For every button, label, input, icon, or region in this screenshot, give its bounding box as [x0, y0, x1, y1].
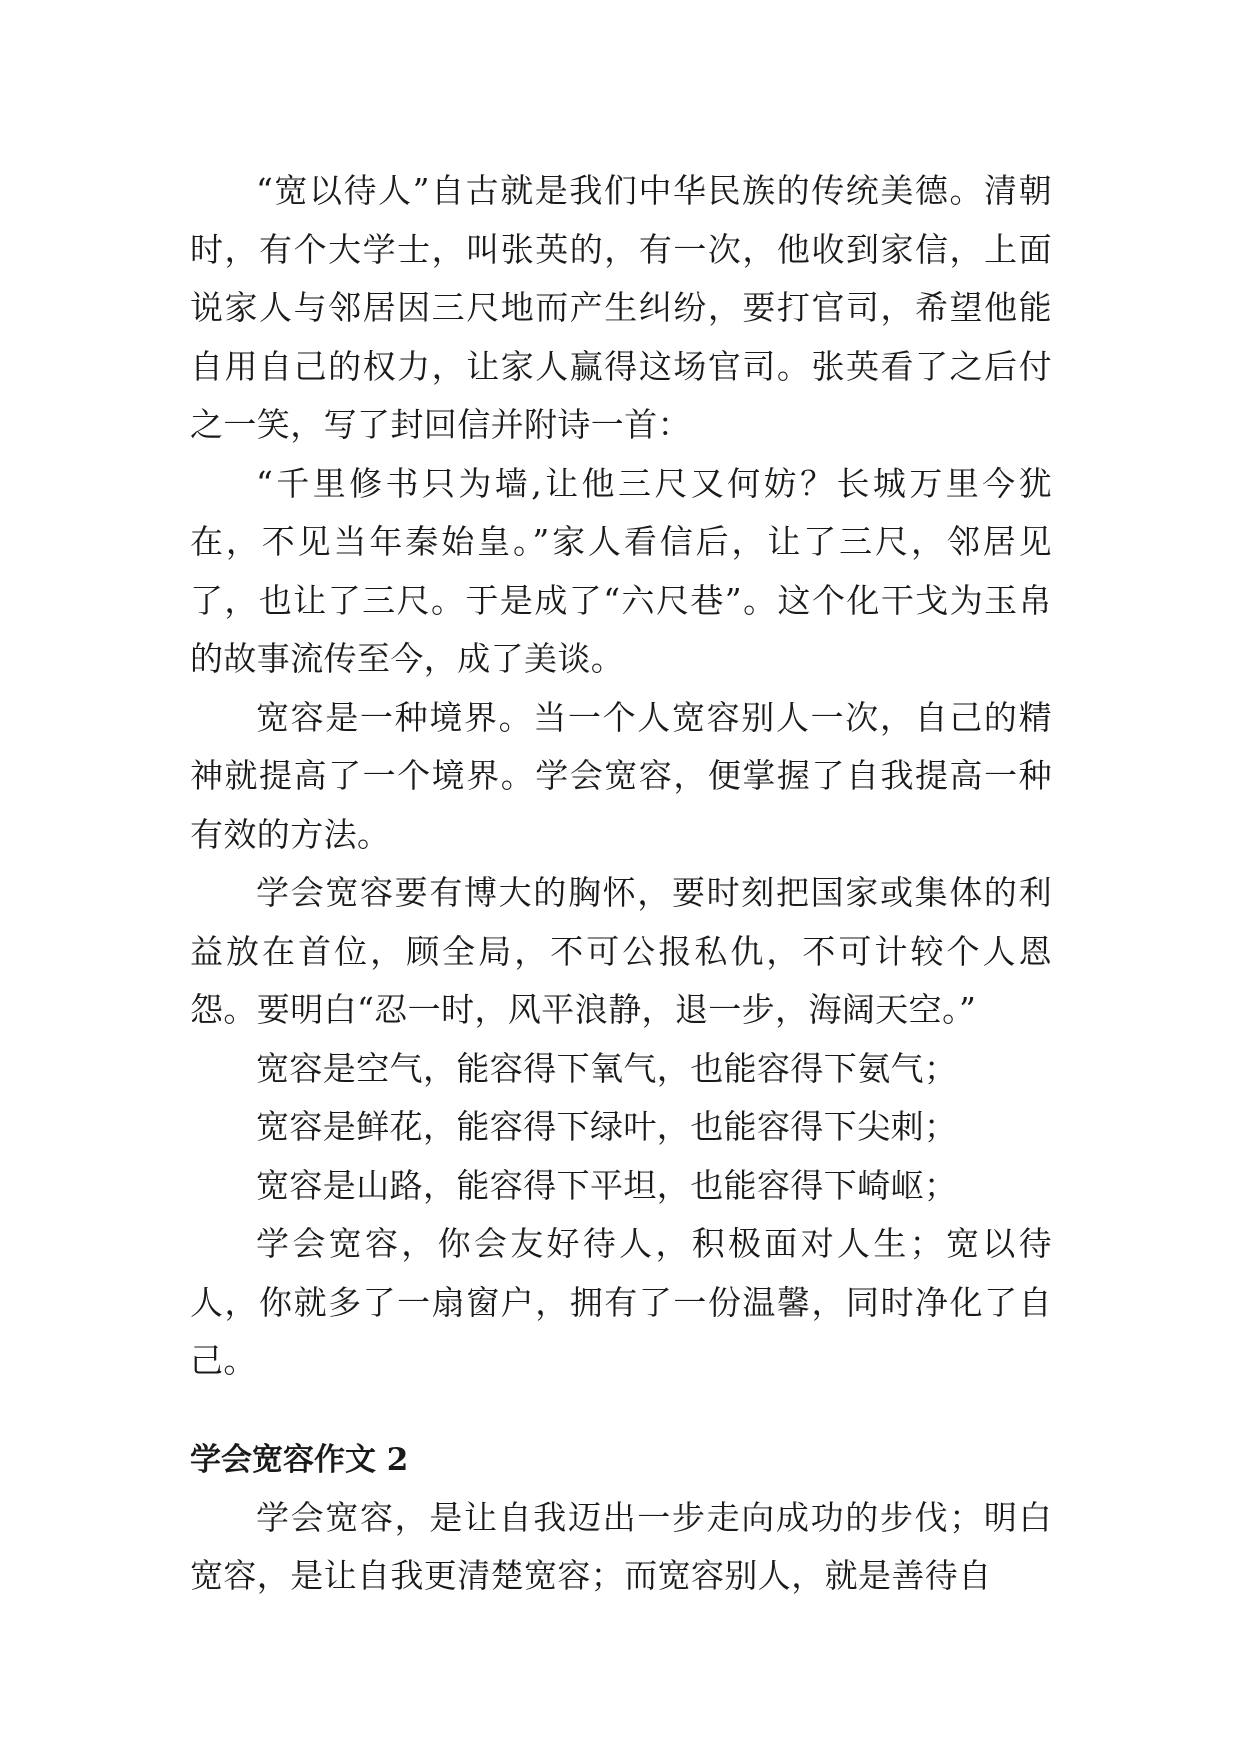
paragraph-3: 宽容是一种境界。当一个人宽容别人一次，自己的精神就提高了一个境界。学会宽容，便掌握了自我提高一种有效的方法。: [190, 697, 1052, 854]
paragraph-5: 宽容是空气，能容得下氧气，也能容得下氨气；: [256, 1048, 958, 1088]
paragraph-1: “宽以待人”自古就是我们中华民族的传统美德。清朝时，有个大学士，叫张英的，有一次，他收到家信，上面说家人与邻居因三尺地而产生纠纷，要打官司，希望他能自用自己的权力，让家人赢得这场官司。张英看了之后付之一笑，写了封回信并附诗一首：: [190, 171, 1052, 444]
section-paragraph-1: 学会宽容，是让自我迈出一步走向成功的步伐；明白宽容，是让自我更清楚宽容；而宽容别人，就是善待自: [190, 1497, 1052, 1595]
section-heading: 学会宽容作文 2: [190, 1441, 409, 1478]
document-page: [190, 162, 1052, 1606]
paragraph-2: “千里修书只为墙,让他三尺又何妨？长城万里今犹在，不见当年秦始皇。”家人看信后，让了三尺，邻居见了，也让了三尺。于是成了“六尺巷”。这个化干戈为玉帛的故事流传至今，成了美谈。: [190, 463, 1052, 678]
paragraph-8: 学会宽容，你会友好待人，积极面对人生；宽以待人，你就多了一扇窗户，拥有了一份温馨，同时净化了自己。: [190, 1224, 1052, 1380]
paragraph-7: 宽容是山路，能容得下平坦，也能容得下崎岖；: [256, 1165, 958, 1205]
paragraph-6: 宽容是鲜花，能容得下绿叶，也能容得下尖刺；: [256, 1107, 958, 1146]
paragraph-4: 学会宽容要有博大的胸怀，要时刻把国家或集体的利益放在首位，顾全局，不可公报私仇，不可计较个人恩怨。要明白“忍一时，风平浪静，退一步，海阔天空。”: [190, 873, 1052, 1029]
